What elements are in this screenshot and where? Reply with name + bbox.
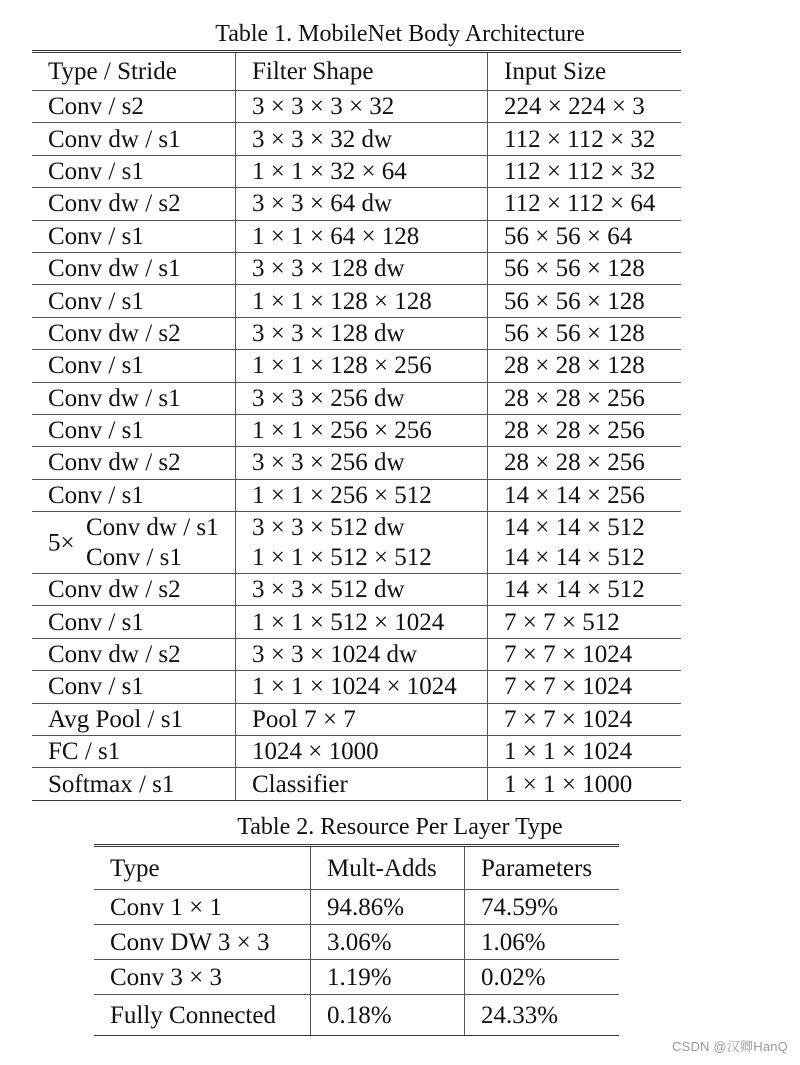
table-row bbox=[32, 735, 681, 767]
table-cell: 112 × 112 × 32 bbox=[487, 156, 681, 187]
table-cell: 28 × 28 × 128 bbox=[487, 350, 681, 381]
table-cell: Conv / s1 bbox=[48, 352, 144, 380]
table-cell: FC / s1 bbox=[48, 738, 121, 766]
table-cell: Conv DW 3 × 3 bbox=[110, 928, 270, 956]
table-cell: Conv dw / s2 bbox=[48, 319, 181, 347]
table-cell: 3 × 3 × 512 dw bbox=[235, 574, 487, 605]
repeat-block-row bbox=[32, 511, 681, 573]
table-cell: 1 × 1 × 128 × 256 bbox=[235, 350, 487, 381]
table-cell: Softmax / s1 bbox=[48, 770, 175, 798]
repeat-block-type: Conv / s1 bbox=[86, 544, 182, 572]
table2-caption: Table 2. Resource Per Layer Type bbox=[237, 814, 563, 840]
table-cell: 28 × 28 × 256 bbox=[487, 383, 681, 414]
table1-caption: Table 1. MobileNet Body Architecture bbox=[215, 21, 585, 47]
table2-header-cell: Mult-Adds bbox=[310, 847, 464, 889]
table-cell: Conv dw / s1 bbox=[48, 125, 181, 153]
table-row bbox=[32, 252, 681, 284]
repeat-block-type: Conv dw / s1 bbox=[86, 514, 219, 542]
repeat-block-type-cell bbox=[32, 512, 235, 573]
table-cell: Avg Pool / s1 bbox=[48, 705, 183, 733]
table-row bbox=[32, 220, 681, 252]
table-cell: 0.18% bbox=[310, 995, 464, 1035]
table-row bbox=[32, 703, 681, 735]
table-cell: 1 × 1 × 128 × 128 bbox=[235, 285, 487, 316]
table-cell: 1 × 1 × 256 × 256 bbox=[235, 415, 487, 446]
table-cell: 1 × 1 × 1000 bbox=[487, 768, 681, 799]
table-cell: 1.06% bbox=[464, 925, 619, 959]
table-cell: 28 × 28 × 256 bbox=[487, 447, 681, 478]
table1-header-row bbox=[32, 53, 681, 90]
table-cell: 3 × 3 × 256 dw bbox=[235, 383, 487, 414]
table-cell: 0.02% bbox=[464, 960, 619, 994]
table-row bbox=[32, 573, 681, 605]
table-cell: 3 × 3 × 128 dw bbox=[235, 318, 487, 349]
table-row bbox=[94, 959, 619, 994]
table-cell: 3 × 3 × 1024 dw bbox=[235, 639, 487, 670]
table-cell: Conv 1 × 1 bbox=[110, 893, 223, 921]
table-cell: Conv / s1 bbox=[48, 673, 144, 701]
table-cell: 224 × 224 × 3 bbox=[487, 91, 681, 122]
table-row bbox=[32, 122, 681, 154]
table-cell: 7 × 7 × 1024 bbox=[487, 671, 681, 702]
table1-header-cell: Type / Stride bbox=[48, 58, 177, 85]
table-cell: Pool 7 × 7 bbox=[235, 704, 487, 735]
table-row bbox=[32, 767, 681, 799]
repeat-block-value: 3 × 3 × 512 dw bbox=[252, 514, 405, 542]
table-row bbox=[32, 414, 681, 446]
table-cell: 56 × 56 × 128 bbox=[487, 253, 681, 284]
repeat-multiplier: 5× bbox=[48, 529, 75, 557]
watermark: CSDN @汉卿HanQ bbox=[671, 1039, 788, 1054]
table-row bbox=[32, 317, 681, 349]
repeat-block-value: 14 × 14 × 512 bbox=[504, 514, 645, 542]
table-row bbox=[94, 924, 619, 959]
table-cell: 56 × 56 × 128 bbox=[487, 318, 681, 349]
table-cell: 112 × 112 × 32 bbox=[487, 123, 681, 154]
table-row bbox=[32, 349, 681, 381]
table-cell: Conv / s1 bbox=[48, 287, 144, 315]
table-cell: 1 × 1 × 256 × 512 bbox=[235, 480, 487, 511]
table-cell: 1 × 1 × 1024 bbox=[487, 736, 681, 767]
table-cell: 1 × 1 × 32 × 64 bbox=[235, 156, 487, 187]
table-row bbox=[32, 446, 681, 478]
table-cell: 3 × 3 × 32 dw bbox=[235, 123, 487, 154]
table1-header-cell: Filter Shape bbox=[235, 53, 487, 90]
table-cell: Conv / s1 bbox=[48, 222, 144, 250]
table-cell: 56 × 56 × 64 bbox=[487, 221, 681, 252]
table-cell: 56 × 56 × 128 bbox=[487, 285, 681, 316]
table-cell: Fully Connected bbox=[110, 1001, 276, 1029]
table-cell: Conv dw / s2 bbox=[48, 641, 181, 669]
repeat-block-value: 1 × 1 × 512 × 512 bbox=[252, 544, 432, 572]
table-cell: Conv / s1 bbox=[48, 481, 144, 509]
repeat-block-cell bbox=[235, 512, 487, 573]
table-cell: 112 × 112 × 64 bbox=[487, 188, 681, 219]
table2-header-row bbox=[94, 847, 619, 889]
table2-header-cell: Parameters bbox=[464, 847, 619, 889]
table-cell: 74.59% bbox=[464, 890, 619, 924]
table-cell: Conv / s2 bbox=[48, 93, 144, 121]
table-cell: 1.19% bbox=[310, 960, 464, 994]
table-row bbox=[32, 382, 681, 414]
table-cell: 1024 × 1000 bbox=[235, 736, 487, 767]
table-cell: Conv / s1 bbox=[48, 417, 144, 445]
table-cell: 7 × 7 × 1024 bbox=[487, 639, 681, 670]
table-cell: 7 × 7 × 512 bbox=[487, 606, 681, 637]
table-row bbox=[32, 284, 681, 316]
table-cell: 3 × 3 × 256 dw bbox=[235, 447, 487, 478]
table-row bbox=[94, 994, 619, 1035]
table-cell: 28 × 28 × 256 bbox=[487, 415, 681, 446]
table-cell: Conv / s1 bbox=[48, 157, 144, 185]
table-cell: 14 × 14 × 256 bbox=[487, 480, 681, 511]
table-row bbox=[32, 90, 681, 122]
resource-per-layer-table bbox=[94, 844, 619, 1036]
table-row bbox=[32, 638, 681, 670]
table-row bbox=[32, 187, 681, 219]
mobilenet-architecture-table bbox=[32, 50, 681, 801]
table-cell: Conv dw / s2 bbox=[48, 576, 181, 604]
table-row bbox=[32, 479, 681, 511]
table-cell: Classifier bbox=[235, 768, 487, 799]
table-cell: Conv / s1 bbox=[48, 608, 144, 636]
table-cell: 1 × 1 × 1024 × 1024 bbox=[235, 671, 487, 702]
table-cell: 24.33% bbox=[464, 995, 619, 1035]
table-cell: Conv dw / s2 bbox=[48, 449, 181, 477]
table-cell: Conv dw / s1 bbox=[48, 384, 181, 412]
table-row bbox=[32, 155, 681, 187]
table-cell: 3.06% bbox=[310, 925, 464, 959]
table-cell: 1 × 1 × 512 × 1024 bbox=[235, 606, 487, 637]
table-cell: Conv dw / s2 bbox=[48, 190, 181, 218]
table2-header-cell: Type bbox=[110, 854, 160, 882]
table-cell: Conv 3 × 3 bbox=[110, 963, 223, 991]
table-row bbox=[32, 670, 681, 702]
table-cell: 14 × 14 × 512 bbox=[487, 574, 681, 605]
table-row bbox=[94, 889, 619, 924]
table-cell: 3 × 3 × 3 × 32 bbox=[235, 91, 487, 122]
table-cell: 3 × 3 × 64 dw bbox=[235, 188, 487, 219]
table-cell: 3 × 3 × 128 dw bbox=[235, 253, 487, 284]
table-cell: 7 × 7 × 1024 bbox=[487, 704, 681, 735]
table1-header-cell: Input Size bbox=[487, 53, 681, 90]
table-cell: 94.86% bbox=[310, 890, 464, 924]
table-cell: Conv dw / s1 bbox=[48, 255, 181, 283]
repeat-block-value: 14 × 14 × 512 bbox=[504, 544, 645, 572]
table-row bbox=[32, 605, 681, 637]
table-cell: 1 × 1 × 64 × 128 bbox=[235, 221, 487, 252]
repeat-block-cell bbox=[487, 512, 681, 573]
